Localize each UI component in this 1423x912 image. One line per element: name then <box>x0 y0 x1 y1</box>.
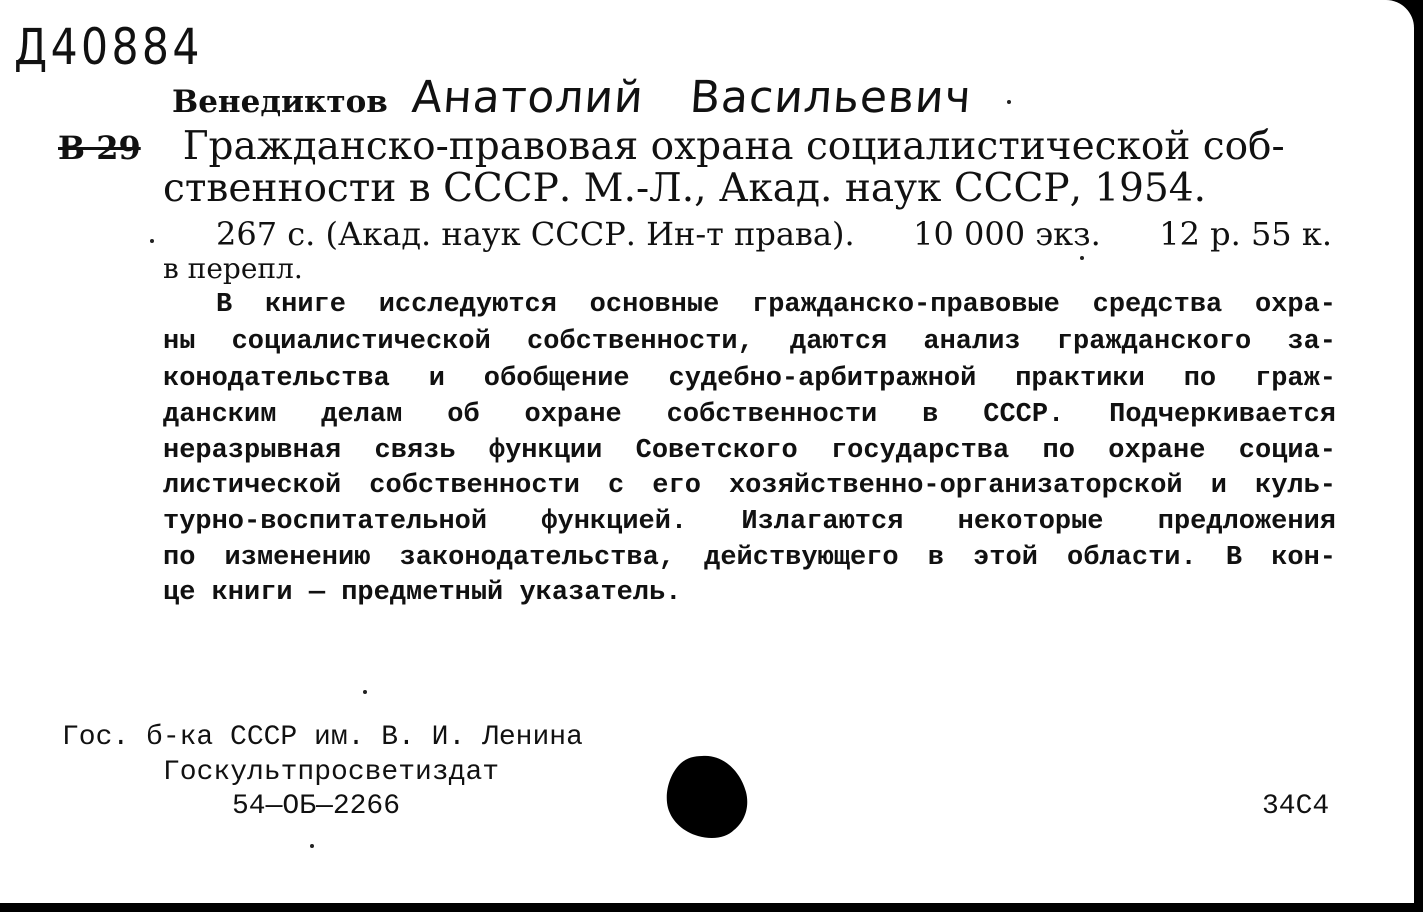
speck <box>1007 100 1011 104</box>
binding-note: в перепл. <box>163 252 303 285</box>
speck <box>150 239 154 243</box>
annotation-line: по изменению законодательства, действующего в этой области. В кон- <box>163 543 1336 573</box>
pages-series: 267 с. (Акад. наук СССР. Ин-т права). <box>216 215 855 253</box>
shelf-mark-struck: В 29 <box>58 129 141 167</box>
annotation-line: ны социалистической собственности, даются анализ гражданского за- <box>163 327 1336 357</box>
library-name: Гос. б-ка СССР им. В. И. Ленина <box>62 722 583 753</box>
author-first-name-handwritten: Анатолий <box>410 72 646 123</box>
ink-blot-mark <box>664 752 754 842</box>
speck <box>1080 256 1084 260</box>
annotation-line: В книге исследуются основные гражданско-правовые средства охра- <box>216 290 1336 320</box>
annotation-line: неразрывная связь функции Советского государства по охране социа- <box>163 436 1336 466</box>
price: 12 р. 55 к. <box>1159 215 1332 253</box>
annotation-line: листической собственности с его хозяйственно-организаторской и куль- <box>163 471 1336 501</box>
annotation-line: конодательства и обобщение судебно-арбитражной практики по граж- <box>163 364 1336 394</box>
title-line-1 <box>58 124 1336 169</box>
title-text-1: Гражданско-правовая охрана социалистической соб- <box>182 124 1285 169</box>
annotation-line: турно-воспитательной функцией. Излагаются некоторые предложения <box>163 507 1336 537</box>
speck <box>363 690 367 694</box>
author-patronymic-handwritten: Васильевич <box>688 72 974 123</box>
card-code: 34С4 <box>1262 791 1330 822</box>
order-number: 54—ОБ—2266 <box>232 791 401 822</box>
call-number-handwritten: Д40884 <box>14 18 203 76</box>
print-run: 10 000 экз. <box>913 215 1101 253</box>
annotation-line: данским делам об охране собственности в СССР. Подчеркивается <box>163 400 1336 430</box>
author-surname: Венедиктов <box>172 84 388 120</box>
speck <box>310 844 314 848</box>
annotation-line: це книги — предметный указатель. <box>163 578 682 608</box>
publisher: Госкультпросветиздат <box>163 757 500 788</box>
title-line-2: ственности в СССР. М.-Л., Акад. наук СССР, 1954. <box>163 166 1207 211</box>
collation-line <box>216 215 1332 253</box>
